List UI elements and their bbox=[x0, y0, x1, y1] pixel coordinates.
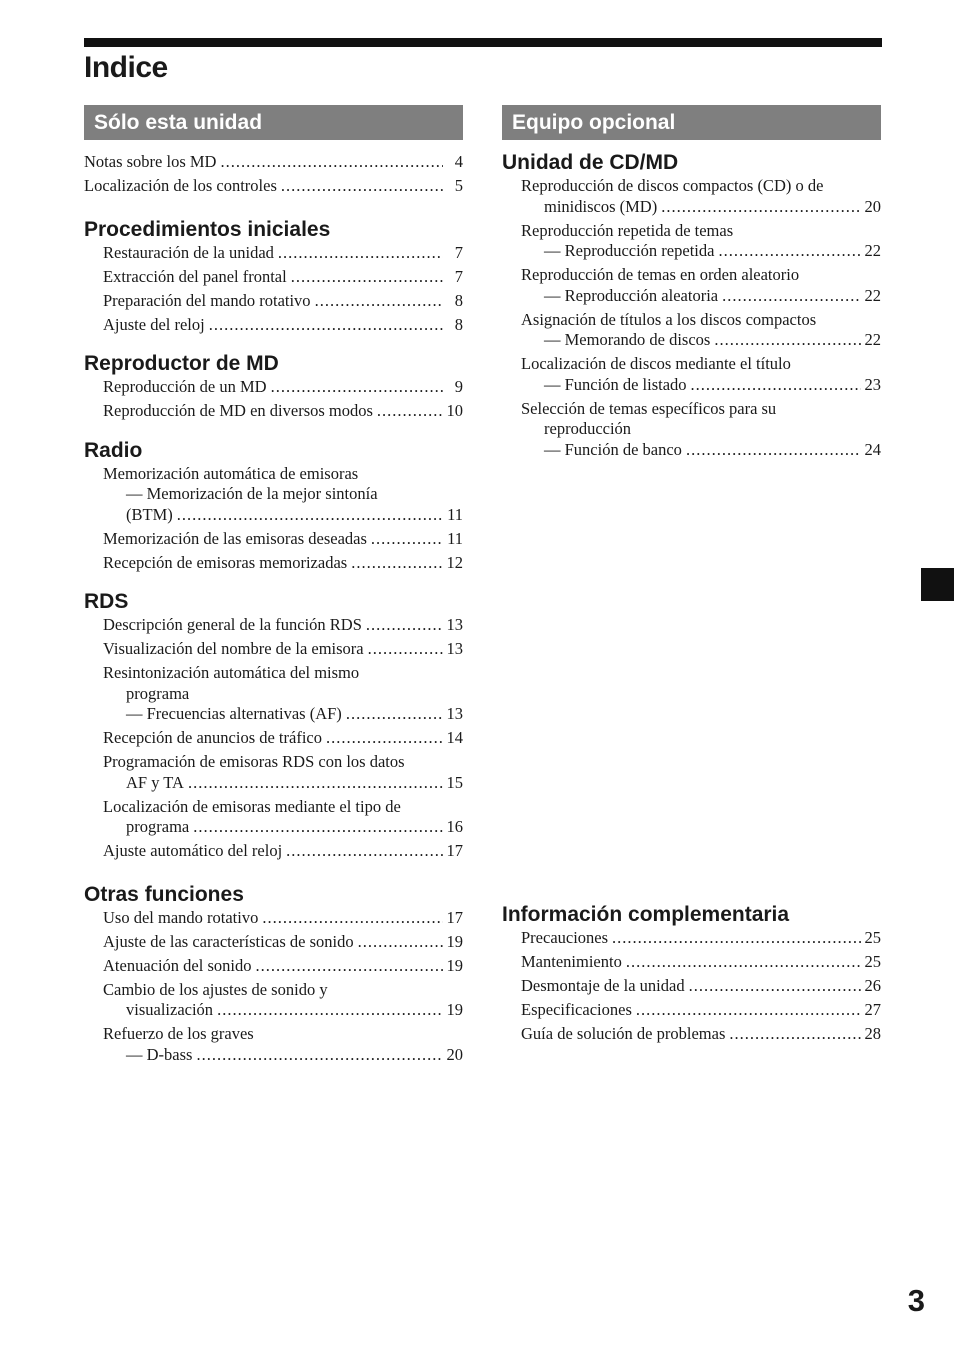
toc-entry-text: Preparación del mando rotativo bbox=[103, 290, 311, 310]
dot-leader bbox=[661, 197, 860, 218]
toc-entry-row bbox=[521, 440, 881, 461]
toc-entries bbox=[84, 243, 463, 336]
dot-leader bbox=[714, 330, 860, 351]
toc-entry-line: Reproducción de discos compactos (CD) o de bbox=[521, 176, 824, 195]
toc-page-number: 13 bbox=[446, 615, 463, 634]
toc-entry bbox=[84, 401, 463, 422]
section-title: Procedimientos iniciales bbox=[84, 217, 331, 241]
side-tab-marker bbox=[921, 568, 954, 601]
toc-page-number: 7 bbox=[454, 266, 463, 286]
dot-leader bbox=[691, 375, 861, 396]
toc-entry-line: Memorización automática de emisoras bbox=[103, 463, 359, 483]
toc-entry bbox=[502, 354, 881, 395]
toc-entry-row bbox=[103, 505, 463, 526]
toc-page-number: 7 bbox=[454, 242, 463, 262]
toc-entry-line: Asignación de títulos a los discos compactos bbox=[521, 309, 817, 329]
toc-entry-row bbox=[521, 1000, 881, 1021]
toc-entry-text: Extracción del panel frontal bbox=[103, 266, 287, 286]
toc-entry bbox=[84, 841, 463, 862]
toc-entry-row bbox=[103, 553, 463, 574]
toc-page-number: 26 bbox=[864, 976, 881, 995]
section-body bbox=[84, 464, 463, 574]
toc-entry bbox=[84, 291, 463, 312]
toc-entry bbox=[502, 952, 881, 973]
toc-entry-row bbox=[103, 773, 463, 794]
toc-entry-text: programa bbox=[126, 817, 190, 836]
toc-entry bbox=[84, 908, 463, 929]
right-column bbox=[502, 105, 881, 1048]
toc-entries bbox=[502, 928, 881, 1045]
toc-entry-row bbox=[521, 1024, 881, 1045]
toc-entry bbox=[502, 176, 881, 217]
toc-entry-text: — Reproducción repetida bbox=[544, 241, 715, 260]
toc-entry-text: Recepción de emisoras memorizadas bbox=[103, 552, 348, 572]
toc-entry-text: Reproducción de un MD bbox=[103, 377, 267, 396]
toc-page-number: 11 bbox=[447, 528, 463, 548]
toc-entry-row bbox=[103, 817, 463, 838]
dot-leader bbox=[636, 1000, 861, 1021]
toc-entry-row bbox=[521, 928, 881, 949]
toc-page-number: 19 bbox=[446, 1000, 463, 1019]
toc-entry-row bbox=[84, 152, 463, 173]
toc-entry bbox=[84, 176, 463, 197]
toc-entry-row bbox=[521, 241, 881, 262]
toc-entry-row bbox=[103, 401, 463, 422]
toc-entry-text: Mantenimiento bbox=[521, 952, 622, 971]
toc-entry-text: minidiscos (MD) bbox=[544, 196, 658, 216]
section-body bbox=[84, 615, 463, 862]
toc-entry-line: programa bbox=[126, 683, 190, 703]
toc-entry-row bbox=[103, 615, 463, 636]
toc-entry bbox=[84, 956, 463, 977]
toc-entries bbox=[84, 615, 463, 862]
toc-entry-text: Notas sobre los MD bbox=[84, 152, 217, 171]
toc-section bbox=[84, 351, 463, 422]
toc-entry bbox=[502, 1024, 881, 1045]
toc-entry-text: Ajuste del reloj bbox=[103, 314, 205, 334]
dot-leader bbox=[346, 704, 443, 725]
toc-entry-text: Descripción general de la función RDS bbox=[103, 615, 362, 634]
toc-entry-text: Localización de los controles bbox=[84, 176, 277, 195]
toc-entry-text: Guía de solución de problemas bbox=[521, 1024, 726, 1043]
toc-entry-line: Programación de emisoras RDS con los datos bbox=[103, 752, 405, 771]
toc-entry bbox=[502, 221, 881, 262]
section-body bbox=[502, 928, 881, 1045]
toc-entry-line: — Memorización de la mejor sintonía bbox=[126, 484, 378, 503]
toc-entry-row bbox=[103, 841, 463, 862]
dot-leader bbox=[286, 841, 442, 862]
toc-page-number: 8 bbox=[454, 314, 463, 334]
dot-leader bbox=[278, 243, 443, 264]
toc-entry bbox=[84, 728, 463, 749]
toc-entry-text: Atenuación del sonido bbox=[103, 955, 252, 975]
dot-leader bbox=[718, 241, 860, 262]
dot-leader bbox=[209, 315, 443, 336]
toc-entry-text: Desmontaje de la unidad bbox=[521, 976, 685, 995]
toc-page-number: 19 bbox=[446, 931, 463, 951]
toc-entry-row bbox=[103, 704, 463, 725]
toc-page-number: 11 bbox=[447, 504, 463, 524]
toc-entry bbox=[84, 267, 463, 288]
toc-entry bbox=[502, 928, 881, 949]
toc-page-number: 19 bbox=[446, 955, 463, 975]
toc-entry bbox=[84, 152, 463, 173]
toc-page-number: 12 bbox=[446, 552, 463, 572]
toc-page-number: 5 bbox=[454, 176, 463, 195]
section-title: Unidad de CD/MD bbox=[502, 151, 679, 174]
toc-entry-row bbox=[103, 908, 463, 929]
dot-leader bbox=[689, 976, 861, 997]
toc-entry-text: AF y TA bbox=[126, 772, 184, 792]
toc-page-number: 23 bbox=[864, 374, 881, 394]
left-column bbox=[84, 105, 463, 1069]
dot-leader bbox=[217, 1000, 442, 1021]
toc-entry-row bbox=[103, 291, 463, 312]
toc-entry-text: visualización bbox=[126, 1000, 214, 1019]
dot-leader bbox=[377, 401, 443, 422]
toc-entry-row bbox=[103, 1045, 463, 1066]
toc-entry-row bbox=[521, 197, 881, 218]
toc-entry-text: Restauración de la unidad bbox=[103, 242, 274, 262]
dot-leader bbox=[366, 615, 443, 636]
toc-entry bbox=[84, 464, 463, 526]
toc-entry-text: Memorización de las emisoras deseadas bbox=[103, 528, 367, 548]
toc-section bbox=[502, 902, 881, 1045]
toc-entry bbox=[84, 553, 463, 574]
toc-page-number: 22 bbox=[864, 241, 881, 260]
dot-leader bbox=[255, 956, 442, 977]
page-title: Indice bbox=[84, 51, 168, 84]
dot-leader bbox=[358, 932, 443, 953]
toc-page-number: 22 bbox=[864, 330, 881, 349]
toc-entry-line: Reproducción de temas en orden aleatorio bbox=[521, 265, 800, 284]
toc-entry-row bbox=[103, 315, 463, 336]
toc-entry bbox=[84, 615, 463, 636]
toc-entry-line: Cambio de los ajustes de sonido y bbox=[103, 979, 328, 999]
toc-entry-line: Selección de temas específicos para su bbox=[521, 398, 777, 418]
toc-section bbox=[502, 150, 881, 460]
toc-entries bbox=[84, 464, 463, 574]
toc-page-number: 17 bbox=[446, 841, 463, 860]
dot-leader bbox=[220, 152, 443, 173]
section-body bbox=[84, 908, 463, 1066]
toc-entries bbox=[84, 152, 463, 197]
dot-leader bbox=[626, 952, 861, 973]
toc-entry-text: — Memorando de discos bbox=[544, 330, 711, 349]
dot-leader bbox=[315, 291, 443, 312]
toc-entry-line: Localización de discos mediante el título bbox=[521, 354, 791, 373]
dot-leader bbox=[371, 529, 443, 550]
toc-entries bbox=[502, 176, 881, 460]
banner-equipo-opcional: Equipo opcional bbox=[502, 105, 881, 140]
toc-entries bbox=[84, 377, 463, 422]
dot-leader bbox=[686, 440, 861, 461]
toc-page-number: 13 bbox=[446, 639, 463, 658]
toc-entry-row bbox=[103, 267, 463, 288]
toc-entry-text: Ajuste de las características de sonido bbox=[103, 931, 354, 951]
top-rule bbox=[84, 38, 882, 47]
dot-leader bbox=[612, 928, 860, 949]
dot-leader bbox=[291, 267, 443, 288]
toc-entry-row bbox=[84, 176, 463, 197]
page-number: 3 bbox=[907, 1283, 925, 1318]
toc-entry-text: Ajuste automático del reloj bbox=[103, 841, 283, 860]
toc-entry-text: Visualización del nombre de la emisora bbox=[103, 639, 364, 658]
toc-entry-text: — D-bass bbox=[126, 1044, 193, 1064]
toc-page-number: 27 bbox=[864, 1000, 881, 1019]
toc-entry-row bbox=[103, 529, 463, 550]
toc-page-number: 16 bbox=[446, 817, 463, 836]
toc-entry bbox=[84, 1024, 463, 1065]
toc-entry bbox=[84, 639, 463, 660]
dot-leader bbox=[262, 908, 442, 929]
toc-page-number: 14 bbox=[446, 728, 463, 747]
toc-entry bbox=[502, 1000, 881, 1021]
toc-entry bbox=[502, 976, 881, 997]
dot-leader bbox=[351, 553, 442, 574]
toc-entry-text: — Función de listado bbox=[544, 374, 687, 394]
toc-entry bbox=[84, 315, 463, 336]
toc-entry bbox=[84, 243, 463, 264]
toc-entry-text: Uso del mando rotativo bbox=[103, 907, 259, 927]
toc-entry-text: — Función de banco bbox=[544, 439, 682, 459]
toc-entry bbox=[84, 932, 463, 953]
toc-entry bbox=[502, 265, 881, 306]
toc-entry-row bbox=[521, 375, 881, 396]
section-body bbox=[502, 176, 881, 460]
dot-leader bbox=[177, 505, 443, 526]
toc-entry-row bbox=[103, 377, 463, 398]
toc-entry bbox=[84, 529, 463, 550]
toc-page-number: 20 bbox=[864, 196, 881, 216]
toc-entry-row bbox=[103, 1000, 463, 1021]
dot-leader bbox=[722, 286, 860, 307]
toc-entry-text: Especificaciones bbox=[521, 1000, 632, 1019]
toc-entry bbox=[84, 797, 463, 838]
section-title: Otras funciones bbox=[84, 882, 244, 906]
toc-entry-row bbox=[521, 952, 881, 973]
toc-entry-row bbox=[103, 243, 463, 264]
toc-page-number: 20 bbox=[446, 1044, 463, 1064]
banner-solo-esta-unidad: Sólo esta unidad bbox=[84, 105, 463, 140]
section-title: Información complementaria bbox=[502, 903, 790, 926]
dot-leader bbox=[368, 639, 443, 660]
dot-leader bbox=[729, 1024, 860, 1045]
toc-entry-row bbox=[103, 932, 463, 953]
toc-page-number: 28 bbox=[864, 1024, 881, 1043]
toc-entry-row bbox=[521, 330, 881, 351]
left-sections bbox=[84, 217, 463, 1066]
section-body bbox=[84, 377, 463, 422]
toc-section bbox=[84, 438, 463, 574]
toc-page-number: 9 bbox=[454, 377, 463, 396]
toc-page-number: 25 bbox=[864, 928, 881, 947]
toc-page-number: 15 bbox=[446, 772, 463, 792]
dot-leader bbox=[326, 728, 443, 749]
toc-page-number: 10 bbox=[446, 401, 463, 420]
dot-leader bbox=[188, 773, 443, 794]
toc-entry-text: (BTM) bbox=[126, 504, 173, 524]
toc-section bbox=[84, 589, 463, 862]
toc-page-number: 4 bbox=[454, 152, 463, 171]
toc-entry-row bbox=[103, 956, 463, 977]
toc-page-number: 24 bbox=[864, 439, 881, 459]
toc-entry bbox=[84, 752, 463, 793]
toc-entry bbox=[502, 310, 881, 351]
toc-entry-line: Localización de emisoras mediante el tipo de bbox=[103, 796, 401, 816]
toc-page-number: 8 bbox=[454, 290, 463, 310]
section-title: Radio bbox=[84, 438, 143, 462]
intro-list bbox=[84, 152, 463, 197]
toc-entry-row bbox=[103, 728, 463, 749]
toc-entry-text: — Frecuencias alternativas (AF) bbox=[126, 704, 342, 723]
toc-section bbox=[84, 882, 463, 1066]
toc-entry bbox=[502, 399, 881, 461]
toc-page-number: 13 bbox=[446, 704, 463, 723]
toc-entry bbox=[84, 980, 463, 1021]
toc-entry-line: Resintonización automática del mismo bbox=[103, 663, 360, 682]
right-sections bbox=[502, 150, 881, 1045]
toc-page-number: 25 bbox=[864, 952, 881, 971]
dot-leader bbox=[271, 377, 443, 398]
section-body bbox=[84, 243, 463, 336]
toc-entry-line: reproducción bbox=[544, 419, 632, 438]
toc-entry-row bbox=[103, 639, 463, 660]
toc-entry bbox=[84, 377, 463, 398]
toc-entry-text: Reproducción de MD en diversos modos bbox=[103, 401, 373, 420]
toc-entry-text: — Reproducción aleatoria bbox=[544, 285, 719, 305]
toc-section bbox=[84, 217, 463, 336]
toc-entries bbox=[84, 908, 463, 1066]
toc-entry bbox=[84, 663, 463, 725]
toc-entry-text: Precauciones bbox=[521, 928, 609, 947]
toc-entry-text: Recepción de anuncios de tráfico bbox=[103, 728, 322, 747]
toc-page-number: 17 bbox=[446, 907, 463, 927]
toc-page-number: 22 bbox=[864, 285, 881, 305]
toc-entry-row bbox=[521, 286, 881, 307]
toc-entry-line: Refuerzo de los graves bbox=[103, 1024, 254, 1043]
section-title: RDS bbox=[84, 590, 129, 613]
dot-leader bbox=[193, 817, 442, 838]
toc-entry-row bbox=[521, 976, 881, 997]
dot-leader bbox=[281, 176, 443, 197]
dot-leader bbox=[196, 1045, 442, 1066]
toc-entry-line: Reproducción repetida de temas bbox=[521, 220, 734, 240]
section-title: Reproductor de MD bbox=[84, 352, 279, 375]
